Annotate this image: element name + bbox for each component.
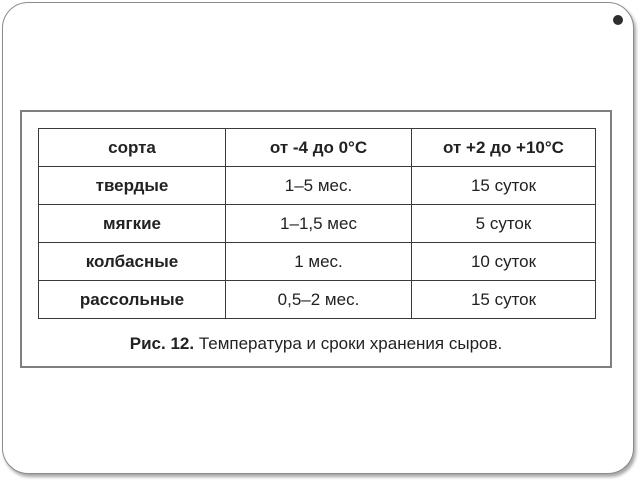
caption-text: Температура и сроки хранения сыров.	[198, 334, 503, 353]
table-cell: 15 суток	[412, 167, 596, 205]
figure-caption	[22, 334, 610, 354]
row-label: твердые	[39, 167, 226, 205]
table-row	[39, 243, 596, 281]
table-cell: 1 мес.	[226, 243, 412, 281]
table-header-row	[39, 129, 596, 167]
table-row	[39, 205, 596, 243]
caption-label: Рис. 12.	[129, 334, 195, 353]
cheese-storage-table	[38, 128, 596, 319]
table-row	[39, 167, 596, 205]
table-cell: 10 суток	[412, 243, 596, 281]
slide	[2, 2, 634, 474]
row-label: мягкие	[39, 205, 226, 243]
header-cell-cool-temp: от +2 до +10°C	[412, 129, 596, 167]
table-cell: 5 суток	[412, 205, 596, 243]
row-label: колбасные	[39, 243, 226, 281]
table-row	[39, 281, 596, 319]
figure-frame	[20, 110, 612, 368]
table-cell: 1–1,5 мес	[226, 205, 412, 243]
header-cell-freezer-temp: от -4 до 0°C	[226, 129, 412, 167]
row-label: рассольные	[39, 281, 226, 319]
table-cell: 1–5 мес.	[226, 167, 412, 205]
slide-bullet-dot	[613, 15, 623, 25]
table-cell: 15 суток	[412, 281, 596, 319]
header-cell-variety: сорта	[39, 129, 226, 167]
table-cell: 0,5–2 мес.	[226, 281, 412, 319]
